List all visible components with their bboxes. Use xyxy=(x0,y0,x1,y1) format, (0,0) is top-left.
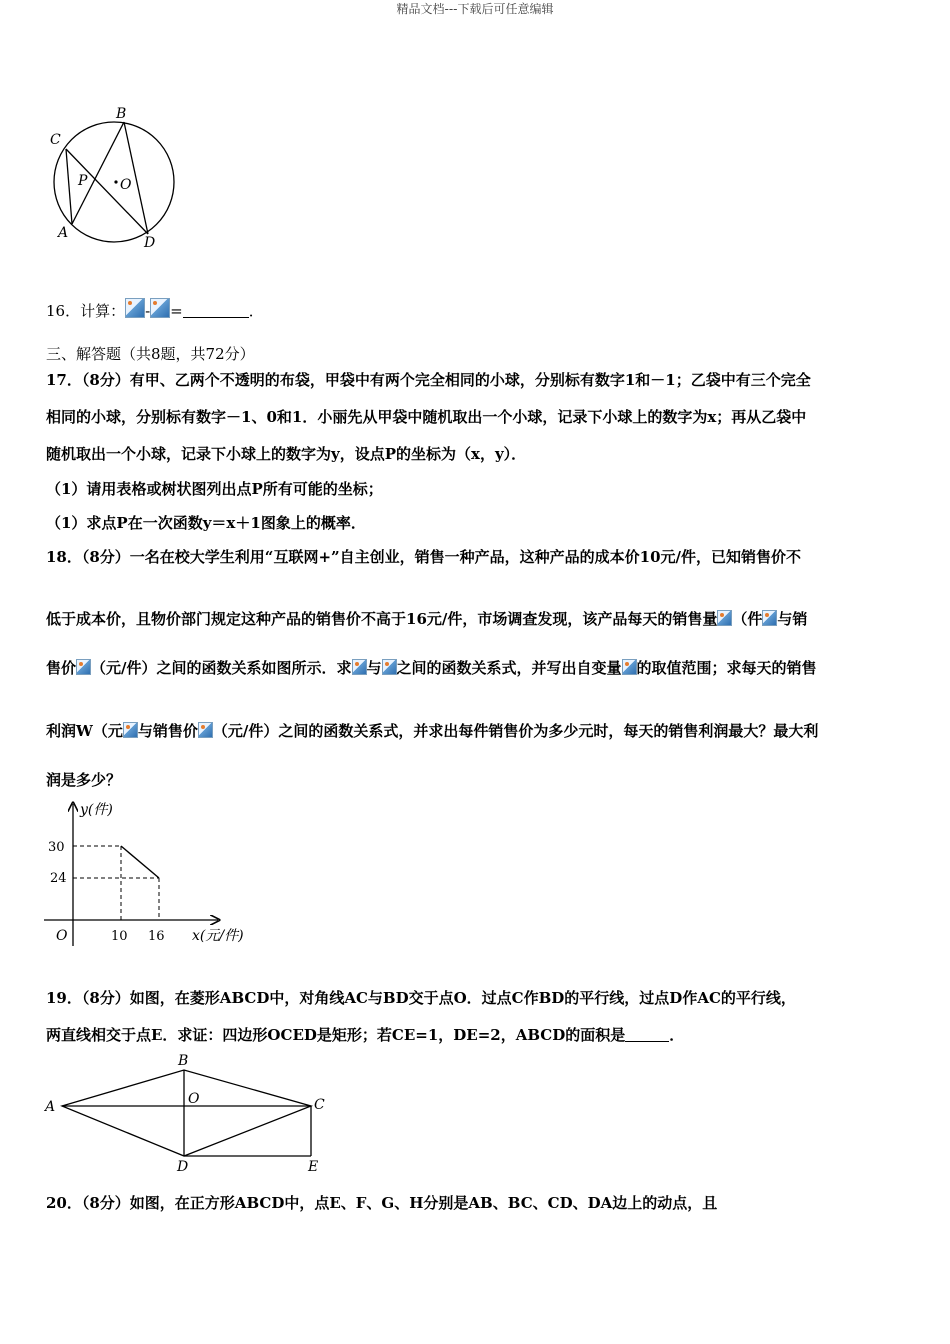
formula-image-icon xyxy=(622,659,637,675)
formula-image-icon xyxy=(123,722,138,738)
q18-line-4 xyxy=(46,721,818,741)
q18-text: 与 xyxy=(366,659,382,677)
label-d: D xyxy=(177,1159,189,1175)
q17-line-3: 随机取出一个小球，记录下小球上的数字为y，设点P的坐标为（x，y）． xyxy=(46,445,527,463)
q18-text: 的取值范围；求每天的销售 xyxy=(636,659,817,677)
circle-figure xyxy=(44,100,184,255)
label-d: D xyxy=(144,235,156,251)
tick-30: 30 xyxy=(48,840,65,855)
data-segment xyxy=(121,846,159,878)
label-b: B xyxy=(178,1053,189,1069)
q18-text: （元/件）之间的函数关系式，并求出每件销售价为多少元时，每天的销售利润最大？最大利 xyxy=(212,722,819,740)
rhombus-figure xyxy=(40,1050,340,1176)
tick-24: 24 xyxy=(50,871,67,886)
q18-text: （件 xyxy=(732,610,763,628)
tick-16: 16 xyxy=(148,929,165,944)
page-header: 精品文档---下载后可任意编辑 xyxy=(396,2,554,16)
q18-text: 售价 xyxy=(46,659,77,677)
formula-image-icon xyxy=(382,659,397,675)
q18-text: （元/件）之间的函数关系如图所示．求 xyxy=(91,659,352,677)
label-o: O xyxy=(188,1091,200,1107)
answer-blank xyxy=(183,303,249,318)
formula-image-icon xyxy=(717,610,732,626)
q17-line-2: 相同的小球，分别标有数字－1、0和1．小丽先从甲袋中随机取出一个小球，记录下小球上的数字为x；再从乙袋中 xyxy=(46,408,807,426)
q16-prefix: 16．计算： xyxy=(46,302,126,320)
function-graph xyxy=(40,796,270,956)
chord-ca xyxy=(66,149,72,224)
label-c: C xyxy=(50,132,61,148)
q18-line-3 xyxy=(46,658,817,678)
center-dot xyxy=(114,180,117,183)
q18-text: 低于成本价，且物价部门规定这种产品的销售价不高于16元/件，市场调查发现，该产品每天的销售量 xyxy=(46,610,718,628)
label-a: A xyxy=(58,225,69,241)
q20-line-1: 20．（8分）如图，在正方形ABCD中，点E、F、G、H分别是AB、BC、CD、DA边上的动点，且 xyxy=(46,1194,718,1212)
q19-text: ． xyxy=(669,1026,685,1044)
q18-text: 与销 xyxy=(777,610,808,628)
x-axis-label: x(元/件) xyxy=(192,928,244,944)
question-16: 16．计算： - = ． xyxy=(46,298,264,321)
answer-blank xyxy=(625,1027,669,1042)
chord-cd xyxy=(66,149,148,234)
q18-line-1: 18．（8分）一名在校大学生利用“互联网+”自主创业，销售一种产品，这种产品的成本价10元/件，已知销售价不 xyxy=(46,548,801,566)
q17-line-1: 17．（8分）有甲、乙两个不透明的布袋，甲袋中有两个完全相同的小球，分别标有数字1和－1；乙袋中有三个完全 xyxy=(46,371,811,389)
q19-line-1: 19．（8分）如图，在菱形ABCD中，对角线AC与BD交于点O．过点C作BD的平行线，过点D作AC的平行线， xyxy=(46,989,796,1007)
formula-image-icon xyxy=(125,298,145,318)
formula-image-icon xyxy=(352,659,367,675)
q17-line-5: （1）求点P在一次函数y＝x＋1图象上的概率． xyxy=(46,514,366,532)
label-e: E xyxy=(308,1159,319,1175)
q19-text: 两直线相交于点E．求证：四边形OCED是矩形；若CE=1，DE=2，ABCD的面积是 xyxy=(46,1026,626,1044)
origin-label: O xyxy=(56,928,68,944)
q17-line-4: （1）请用表格或树状图列出点P所有可能的坐标； xyxy=(46,480,383,498)
label-o: O xyxy=(120,177,132,193)
q18-text: 利润W（元 xyxy=(46,722,123,740)
label-b: B xyxy=(116,106,127,122)
formula-image-icon xyxy=(76,659,91,675)
label-c: C xyxy=(314,1097,325,1113)
y-axis-label: y(件) xyxy=(80,802,113,818)
q16-dash: - xyxy=(145,302,151,320)
tick-10: 10 xyxy=(111,929,128,944)
label-a: A xyxy=(45,1099,56,1115)
formula-image-icon xyxy=(150,298,170,318)
section-title: 三、解答题（共8题，共72分） xyxy=(46,345,255,363)
q18-line-2 xyxy=(46,609,807,629)
q16-eq: = xyxy=(170,302,183,320)
formula-image-icon xyxy=(198,722,213,738)
q18-line-5: 润是多少？ xyxy=(46,771,122,789)
q18-text: 之间的函数关系式，并写出自变量 xyxy=(396,659,622,677)
label-p: P xyxy=(78,173,88,189)
q18-text: 与销售价 xyxy=(137,722,198,740)
q19-line-2 xyxy=(46,1025,684,1045)
rhombus-abcd xyxy=(62,1070,311,1156)
formula-image-icon xyxy=(762,610,777,626)
